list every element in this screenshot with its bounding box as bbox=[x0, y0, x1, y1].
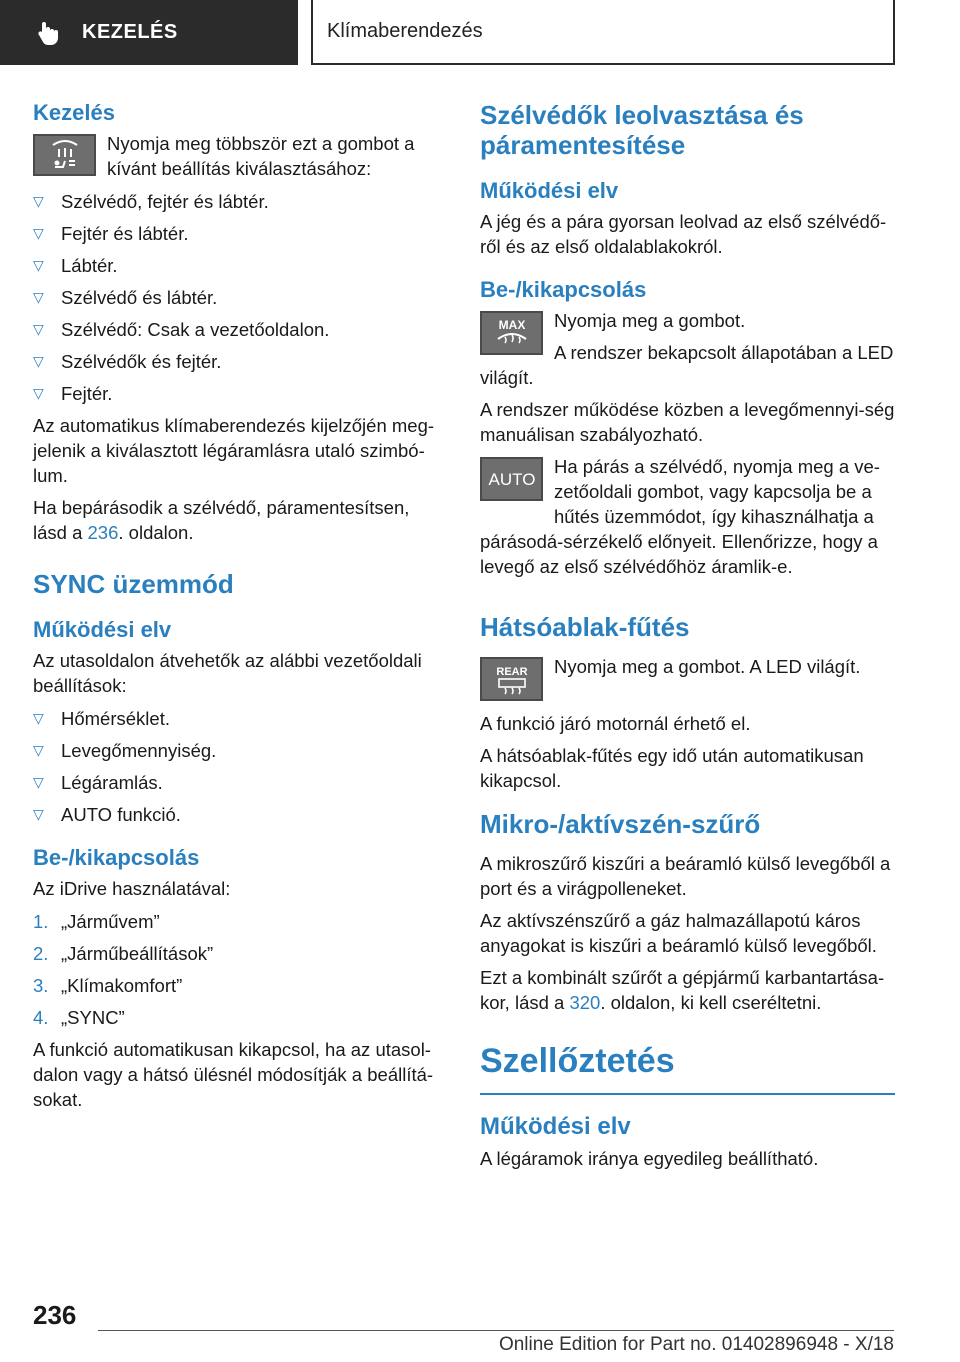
triangle-bullet-icon: ▽ bbox=[33, 353, 44, 369]
rear-press-text: Nyomja meg a gombot. A LED világít. bbox=[554, 656, 861, 677]
list-item: ▽ Szélvédő: Csak a vezetőoldalon. bbox=[33, 319, 330, 340]
rear-engine-text: A funkció járó motornál érhető el. bbox=[480, 713, 751, 734]
list-item: ▽ Hőmérséklet. bbox=[33, 708, 170, 729]
sync-onoff-text: Az iDrive használatával: bbox=[33, 878, 231, 899]
ventilation-heading: Szellőztetés bbox=[480, 1041, 895, 1095]
list-item: ▽ Lábtér. bbox=[33, 255, 118, 276]
chapter-header bbox=[311, 0, 895, 65]
list-item: ▽ Légáramlás. bbox=[33, 772, 163, 793]
list-item: 3. „Klímakomfort” bbox=[33, 975, 183, 996]
page-number: 236 bbox=[33, 1300, 77, 1330]
filter-heading: Mikro-/aktívszén-szűrő bbox=[480, 809, 761, 839]
rear-button-block bbox=[480, 654, 895, 705]
max-defrost-button-image bbox=[480, 311, 543, 355]
sync-principle-text: Az utasoldalon átvehetők az alábbi vezetőoldali beállítások: bbox=[33, 650, 422, 696]
triangle-bullet-icon: ▽ bbox=[33, 193, 44, 209]
airflow-distribution-icon bbox=[45, 139, 85, 171]
sync-steps-list bbox=[33, 909, 445, 1030]
airflow-button-row bbox=[33, 131, 445, 181]
ventilation-principle-text: A légáramok iránya egyedileg beállítható. bbox=[480, 1148, 819, 1169]
filter-text-1: A mikroszűrő kiszűri a beáramló külső levegőből a port és a virágpolleneket. bbox=[480, 853, 891, 899]
sync-heading: SYNC üzemmód bbox=[33, 569, 234, 599]
kezeles-paragraph-2: Ha bepárásodik a szélvédő, páramentesítsen, lásd a 236. oldalon. bbox=[33, 497, 410, 543]
kezeles-intro: Nyomja meg többször ezt a gombot a kívánt beállítás kiválasztásához: bbox=[107, 133, 415, 179]
triangle-bullet-icon: ▽ bbox=[33, 289, 44, 305]
left-column bbox=[33, 100, 445, 1119]
list-item: ▽ Levegőmennyiség. bbox=[33, 740, 217, 761]
footer-divider bbox=[98, 1330, 894, 1331]
rear-auto-off-text: A hátsóablak-fűtés egy idő után automatikusan kikapcsol. bbox=[480, 745, 864, 791]
list-item: 1. „Járművem” bbox=[33, 911, 160, 932]
list-item: 2. „Járműbeállítások” bbox=[33, 943, 214, 964]
filter-text-3: Ezt a kombinált szűrőt a gépjármű karbantartása-kor, lásd a 320. oldalon, ki kell cseréltetni. bbox=[480, 967, 885, 1013]
sync-onoff-heading: Be-/kikapcsolás bbox=[33, 845, 200, 870]
svg-text:REAR: REAR bbox=[495, 666, 528, 678]
defrost-led-text: A rendszer bekapcsolt állapotában a LED világít. bbox=[480, 342, 894, 388]
defrost-onoff-heading: Be-/kikapcsolás bbox=[480, 277, 647, 302]
section-tab bbox=[0, 0, 298, 65]
sync-end-text: A funkció automatikusan kikapcsol, ha az utasol-dalon vagy a hátsó ülésnél módosítják a beállítá-sokat. bbox=[33, 1039, 434, 1110]
auto-button-block bbox=[480, 454, 895, 586]
list-item: ▽ Szélvédők és fejtér. bbox=[33, 351, 222, 372]
triangle-bullet-icon: ▽ bbox=[33, 710, 44, 726]
triangle-bullet-icon: ▽ bbox=[33, 321, 44, 337]
section-label: KEZELÉS bbox=[82, 21, 178, 43]
svg-text:AUTO: AUTO bbox=[488, 470, 535, 489]
auto-icon bbox=[485, 464, 539, 494]
triangle-bullet-icon: ▽ bbox=[33, 257, 44, 273]
defrost-press-text: Nyomja meg a gombot. bbox=[554, 310, 746, 331]
auto-button-image bbox=[480, 457, 543, 501]
list-item: ▽ Szélvédő, fejtér és lábtér. bbox=[33, 191, 269, 212]
chapter-title: Klímaberendezés bbox=[327, 20, 483, 42]
defrost-auto-text: Ha párás a szélvédő, nyomja meg a ve-zetőoldali gombot, vagy kapcsolja be a hűtés üzemmódot, így kihasználhatja a párásodá-sérzékelő előnyeit. Ellenőrizze, hogy a levegő az első szélvédőhöz áramlik-e. bbox=[480, 456, 880, 577]
list-item: ▽ Fejtér. bbox=[33, 383, 113, 404]
right-column bbox=[480, 100, 895, 1178]
max-button-block bbox=[480, 308, 895, 397]
max-defrost-icon bbox=[490, 315, 534, 351]
triangle-bullet-icon: ▽ bbox=[33, 774, 44, 790]
triangle-bullet-icon: ▽ bbox=[33, 385, 44, 401]
svg-text:MAX: MAX bbox=[498, 318, 525, 332]
sync-settings-list bbox=[33, 706, 445, 827]
defrost-principle-heading: Működési elv bbox=[480, 178, 619, 203]
ventilation-principle-heading: Működési elv bbox=[480, 1113, 631, 1140]
defrost-principle-text: A jég és a pára gyorsan leolvad az első szélvédő-ről és az első oldalablakokról. bbox=[480, 211, 887, 257]
list-item: ▽ Szélvédő és lábtér. bbox=[33, 287, 218, 308]
triangle-bullet-icon: ▽ bbox=[33, 806, 44, 822]
list-item: 4. „SYNC” bbox=[33, 1007, 125, 1028]
airflow-options-list bbox=[33, 189, 445, 406]
kezeles-paragraph-1: Az automatikus klímaberendezés kijelzőjén meg-jelenik a kiválasztott légáramlásra utaló szimbó-lum. bbox=[33, 415, 435, 486]
kezeles-heading: Kezelés bbox=[33, 100, 115, 125]
airflow-button-image bbox=[33, 134, 96, 176]
rear-heating-heading: Hátsóablak-fűtés bbox=[480, 612, 690, 642]
page-link-236[interactable]: 236 bbox=[87, 522, 119, 543]
list-item: ▽ AUTO funkció. bbox=[33, 804, 181, 825]
hand-pointer-icon bbox=[36, 20, 62, 46]
triangle-bullet-icon: ▽ bbox=[33, 225, 44, 241]
triangle-bullet-icon: ▽ bbox=[33, 742, 44, 758]
list-item: ▽ Fejtér és lábtér. bbox=[33, 223, 189, 244]
sync-principle-heading: Működési elv bbox=[33, 617, 172, 642]
page-link-320[interactable]: 320 bbox=[569, 992, 601, 1013]
edition-text: Online Edition for Part no. 01402896948 - X/18 bbox=[498, 1334, 894, 1355]
defrost-airflow-text: A rendszer működése közben a levegőmennyi-ség manuálisan szabályozható. bbox=[480, 399, 895, 445]
rear-defrost-icon bbox=[490, 661, 534, 697]
defrost-heading: Szélvédők leolvasztása és páramentesítése bbox=[480, 100, 804, 160]
filter-text-2: Az aktívszénszűrő a gáz halmazállapotú káros anyagokat is kiszűri a beáramló külső levegőből. bbox=[480, 910, 877, 956]
rear-defrost-button-image bbox=[480, 657, 543, 701]
